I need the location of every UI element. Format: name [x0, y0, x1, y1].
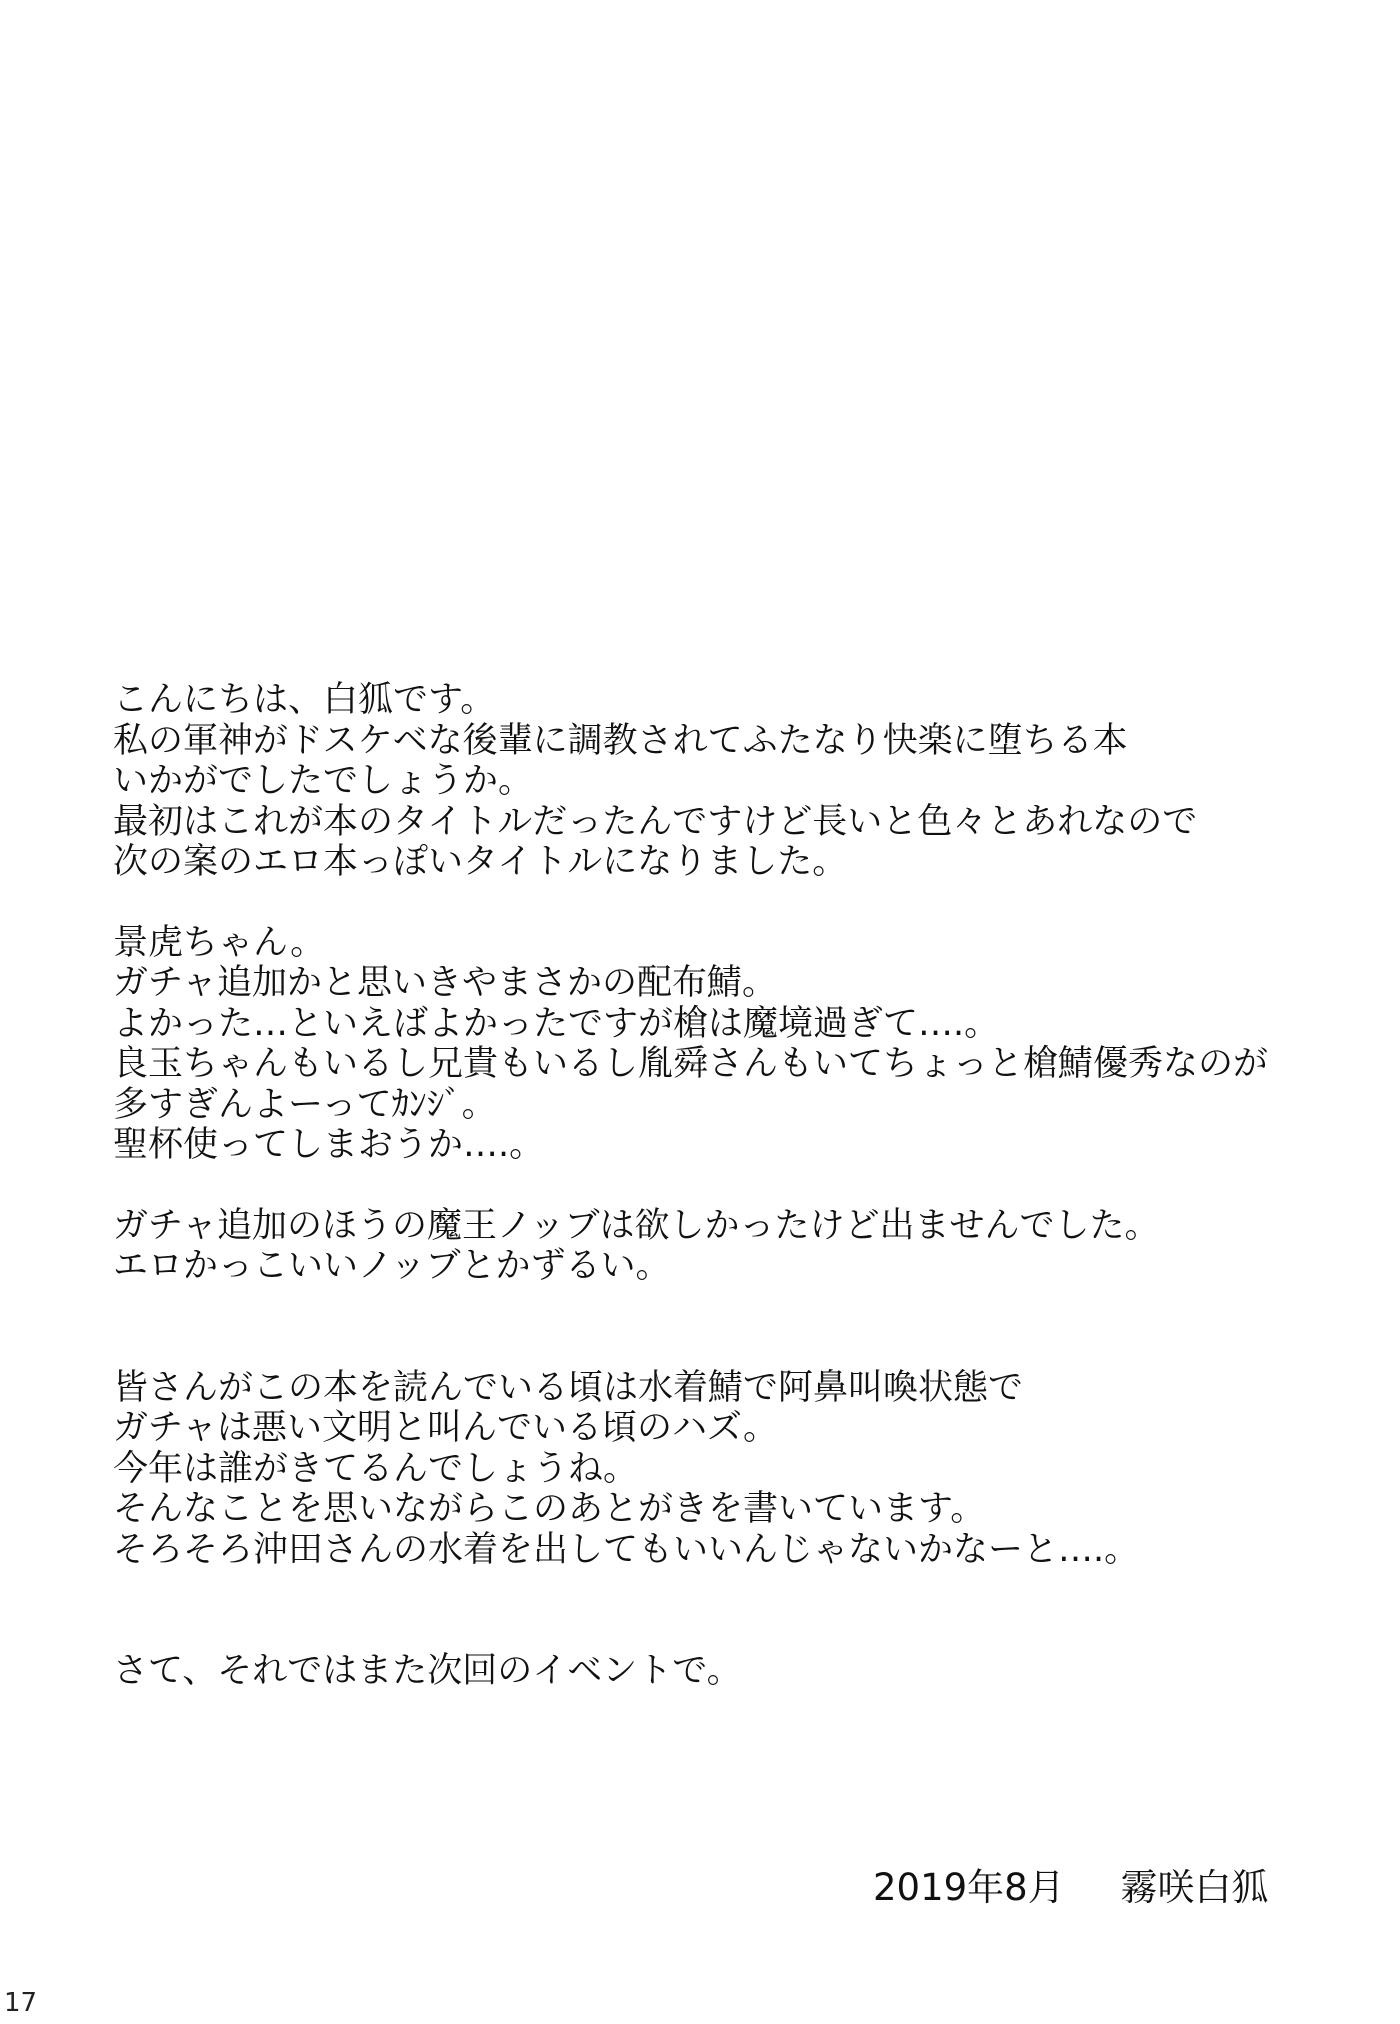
text-line: 次の案のエロ本っぽいタイトルになりました。: [113, 842, 848, 882]
text-line: いかがでしたでしょうか。: [113, 761, 534, 801]
text-line: 多すぎんよーってｶﾝｼﾞ。: [113, 1084, 497, 1125]
text-line: こんにちは、白狐です。: [113, 680, 496, 720]
text-line: 良玉ちゃんもいるし兄貴もいるし胤舜さんもいてちょっと槍鯖優秀なのが: [113, 1044, 1269, 1084]
text-line: 景虎ちゃん。: [113, 922, 326, 963]
text-line: 私の軍神がドスケベな後輩に調教されてふたなり快楽に堕ちる本: [113, 720, 1128, 761]
text-line: そんなことを思いながらこのあとがきを書いています。: [113, 1489, 986, 1529]
signature: [873, 1866, 1268, 1910]
paragraph-spacer: [113, 1166, 1293, 1206]
text-line: よかった…といえばよかったですが槍は魔境過ぎて….。: [113, 1003, 1000, 1044]
paragraph-nobu: [113, 1206, 1293, 1287]
text-line: ガチャ追加かと思いきやまさかの配布鯖。: [113, 963, 777, 1003]
paragraph-closing: [113, 1651, 1293, 1692]
paragraph-spacer: [113, 1570, 1293, 1651]
text-line: エロかっこいいノッブとかずるい。: [113, 1246, 671, 1286]
afterword-text: [113, 680, 1293, 1692]
text-line: そろそろ沖田さんの水着を出してもいいんじゃないかなーと….。: [113, 1529, 1140, 1570]
paragraph-kagetora: [113, 923, 1293, 1166]
text-line: 皆さんがこの本を読んでいる頃は水着鯖で阿鼻叫喚状態で: [113, 1367, 1024, 1408]
text-line: 聖杯使ってしまおうか….。: [113, 1125, 545, 1165]
paragraph-spacer: [113, 883, 1293, 923]
text-line: 今年は誰がきてるんでしょうね。: [113, 1448, 639, 1489]
signature-author: 霧咲白狐: [1120, 1866, 1269, 1909]
text-line: ガチャは悪い文明と叫んでいる頃のハズ。: [113, 1408, 779, 1448]
paragraph-greeting: [113, 680, 1293, 883]
text-line: さて、それではまた次回のイベントで。: [113, 1651, 742, 1691]
paragraph-spacer: [113, 1287, 1293, 1368]
signature-date: 2019年8月: [873, 1866, 1065, 1909]
page-number: 17: [4, 1988, 38, 2018]
paragraph-swimsuit: [113, 1368, 1293, 1571]
text-line: ガチャ追加のほうの魔王ノッブは欲しかったけど出ませんでした。: [113, 1205, 1160, 1246]
text-line: 最初はこれが本のタイトルだったんですけど長いと色々とあれなので: [113, 801, 1198, 842]
